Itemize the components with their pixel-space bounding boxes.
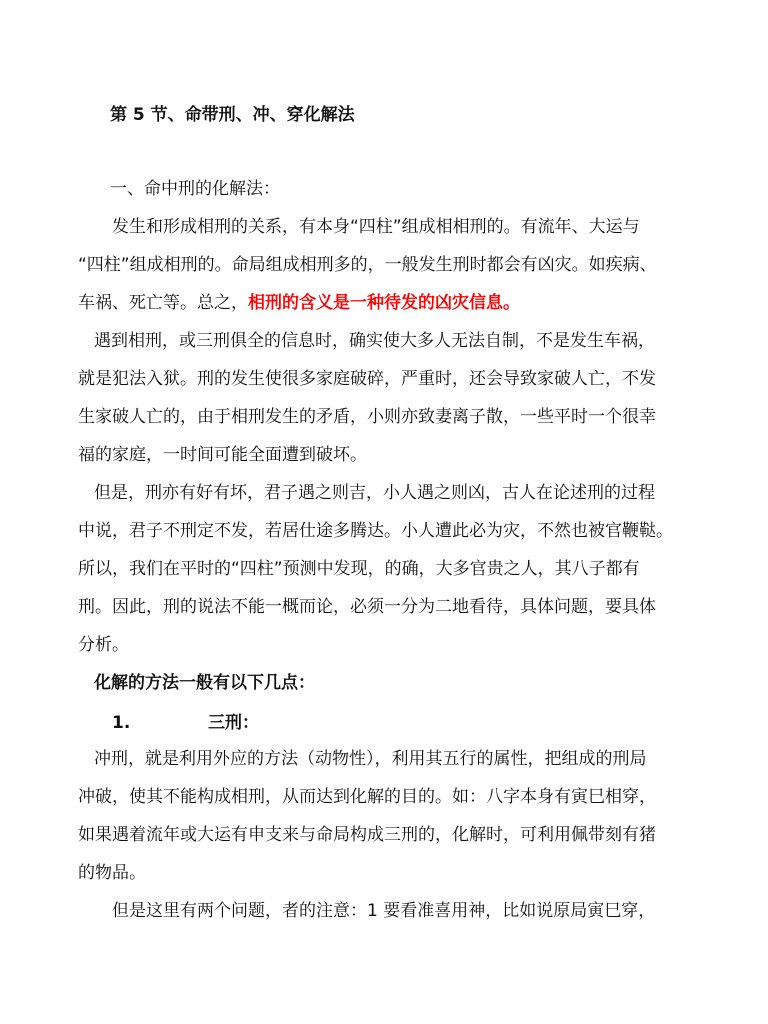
paragraph3-line4: 刑。因此，刑的说法不能一概而论，必须一分为二地看待，具体问题，要具体 <box>78 597 656 617</box>
paragraph1-line3 <box>78 292 718 314</box>
paragraph5-line1: 但是这里有两个问题，者的注意：1 要看准喜用神，比如说原局寅巳穿， <box>112 901 656 921</box>
section-heading: 一、命中刑的化解法： <box>110 179 280 199</box>
methods-heading: 化解的方法一般有以下几点： <box>94 673 315 693</box>
paragraph2-line3: 生家破人亡的，由于相刑发生的矛盾，小则亦致妻离子散，一些平时一个很幸 <box>78 407 656 427</box>
item1-number: 1. <box>112 713 131 733</box>
paragraph4-line4: 的物品。 <box>78 863 146 883</box>
paragraph3-line3: 所以，我们在平时的“四柱”预测中发现，的确，大多官贵之人，其八子都有 <box>78 559 640 579</box>
paragraph3-line5: 分析。 <box>78 635 129 655</box>
page-title: 第 5 节、命带刑、冲、穿化解法 <box>110 105 355 125</box>
paragraph2-line2: 就是犯法入狱。刑的发生使很多家庭破碎，严重时，还会导致家破人亡，不发 <box>78 369 656 389</box>
paragraph1-line1: 发生和形成相刑的关系，有本身“四柱”组成相相刑的。有流年、大运与 <box>112 217 640 237</box>
paragraph1-line2: “四柱”组成相刑的。命局组成相刑多的，一般发生刑时都会有凶灾。如疾病、 <box>78 255 657 275</box>
paragraph2-line4: 福的家庭，一时间可能全面遭到破坏。 <box>78 445 367 465</box>
paragraph4-line1: 冲刑，就是利用外应的方法（动物性），利用其五行的属性，把组成的刑局 <box>94 749 647 769</box>
highlight-text: 相刑的含义是一种待发的凶灾信息。 <box>248 293 520 313</box>
paragraph3-line1: 但是，刑亦有好有坏，君子遇之则吉，小人遇之则凶，古人在论述刑的过程 <box>94 483 655 503</box>
paragraph3-line2: 中说，君子不刑定不发，若居仕途多腾达。小人遭此必为灾，不然也被官鞭鞑。 <box>78 521 673 541</box>
paragraph4-line3: 如果遇着流年或大运有申支来与命局构成三刑的，化解时，可利用佩带刻有猪 <box>78 825 656 845</box>
item1-label: 三刑： <box>208 713 259 733</box>
paragraph4-line2: 冲破，使其不能构成相刑，从而达到化解的目的。如：八字本身有寅巳相穿， <box>78 787 656 807</box>
paragraph1-line3-text: 车祸、死亡等。总之， <box>78 293 248 313</box>
paragraph2-line1: 遇到相刑，或三刑俱全的信息时，确实使大多人无法自制，不是发生车祸， <box>94 331 655 351</box>
